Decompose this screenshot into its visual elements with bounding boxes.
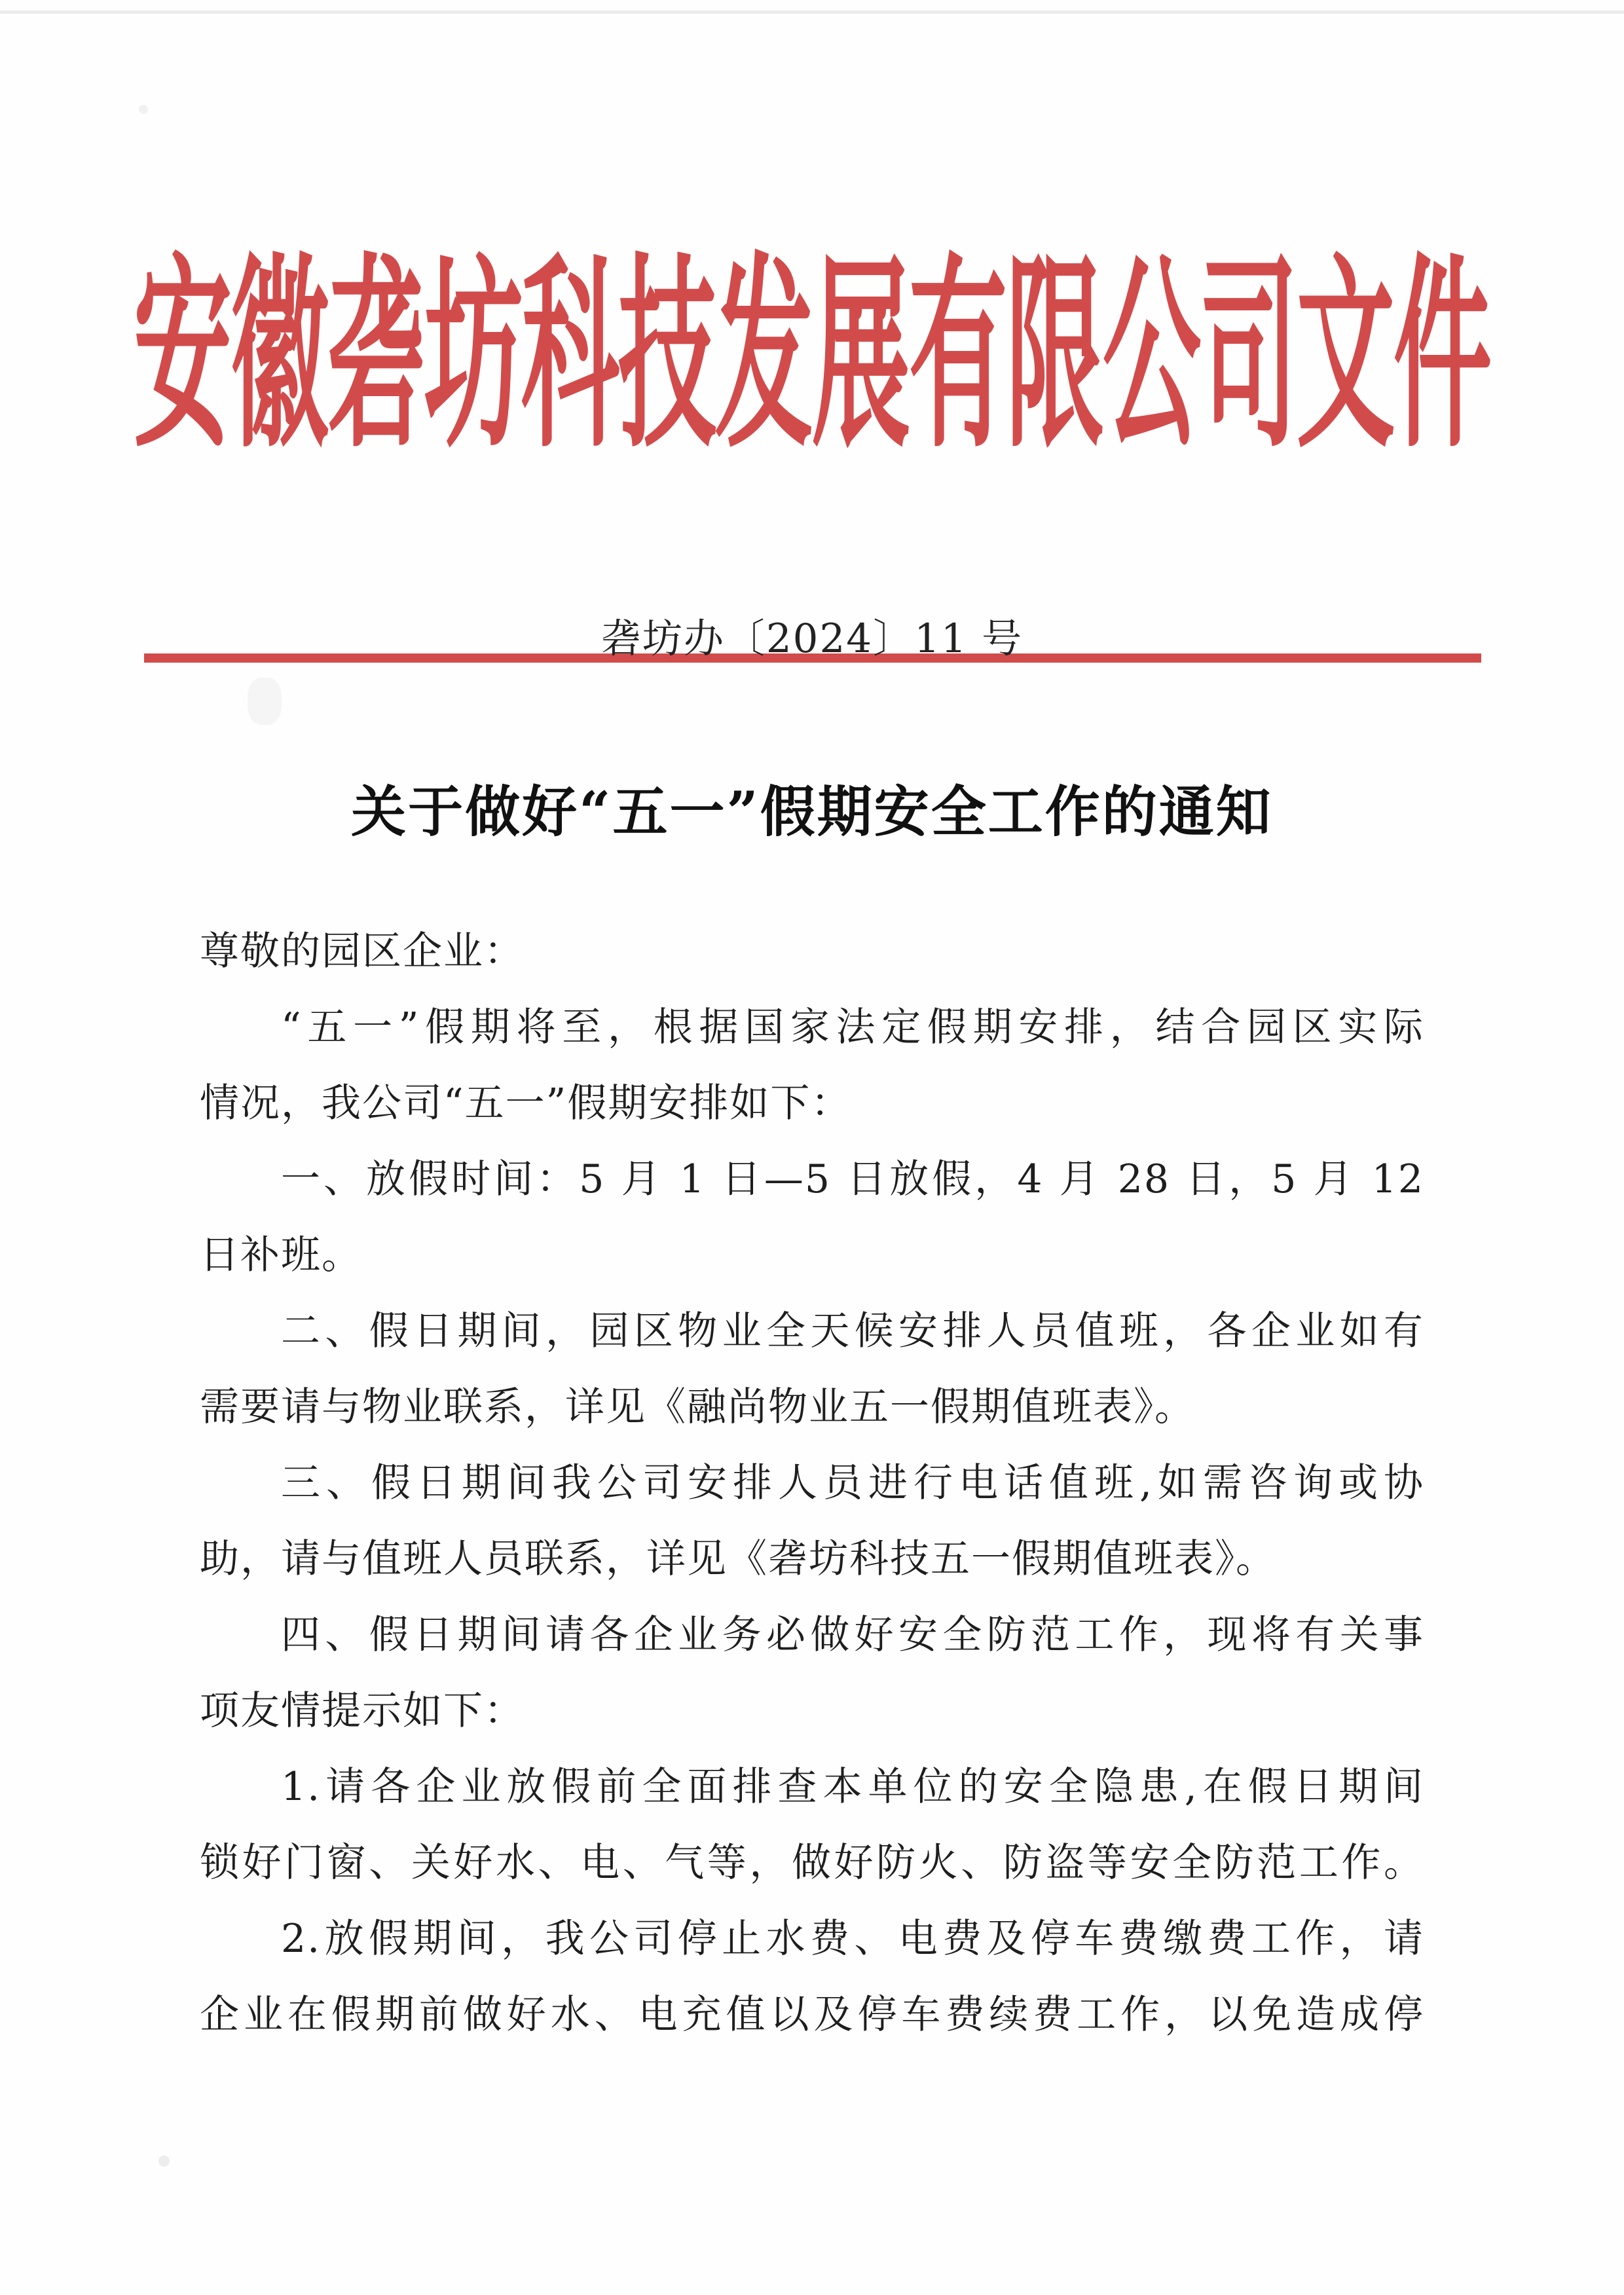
- body-line: 三、假日期间我公司安排人员进行电话值班,如需咨询或协: [281, 1460, 1424, 1506]
- body-line: 1.请各企业放假前全面排查本单位的安全隐患,在假日期间: [281, 1764, 1424, 1810]
- body-line: 一、放假时间：5 月 1 日—5 日放假，4 月 28 日，5 月 12: [281, 1156, 1424, 1202]
- body-line: 尊敬的园区企业：: [200, 928, 525, 974]
- company-header-title: 安徽砻坊科技发展有限公司文件: [133, 234, 1490, 477]
- body-line: 助，请与值班人员联系，详见《砻坊科技五一假期值班表》。: [200, 1536, 1276, 1582]
- body-line: 2.放假期间，我公司停止水费、电费及停车费缴费工作，请: [281, 1916, 1424, 1962]
- notice-body: [200, 913, 1424, 2053]
- body-line: 情况，我公司“五一”假期安排如下：: [200, 1080, 852, 1126]
- scan-speck: [158, 2156, 170, 2167]
- body-line: 日补班。: [200, 1232, 362, 1278]
- body-line: “五一”假期将至，根据国家法定假期安排，结合园区实际: [281, 1004, 1424, 1050]
- notice-title: 关于做好“五一”假期安全工作的通知: [351, 779, 1273, 844]
- body-line: 四、假日期间请各企业务必做好安全防范工作，现将有关事: [281, 1612, 1424, 1658]
- document-number: 砻坊办〔2024〕11 号: [600, 615, 1024, 662]
- body-line: 需要请与物业联系，详见《融尚物业五一假期值班表》。: [200, 1384, 1195, 1430]
- body-line: 企业在假期前做好水、电充值以及停车费续费工作，以免造成停: [200, 1992, 1424, 2038]
- scan-edge-artifact: [0, 10, 1624, 14]
- company-document-header: [0, 234, 1624, 477]
- body-line: 二、假日期间，园区物业全天候安排人员值班，各企业如有: [281, 1308, 1424, 1354]
- scan-speck: [139, 105, 148, 114]
- body-line: 锁好门窗、关好水、电、气等，做好防火、防盗等安全防范工作。: [200, 1840, 1424, 1886]
- body-line: 项友情提示如下：: [200, 1688, 525, 1734]
